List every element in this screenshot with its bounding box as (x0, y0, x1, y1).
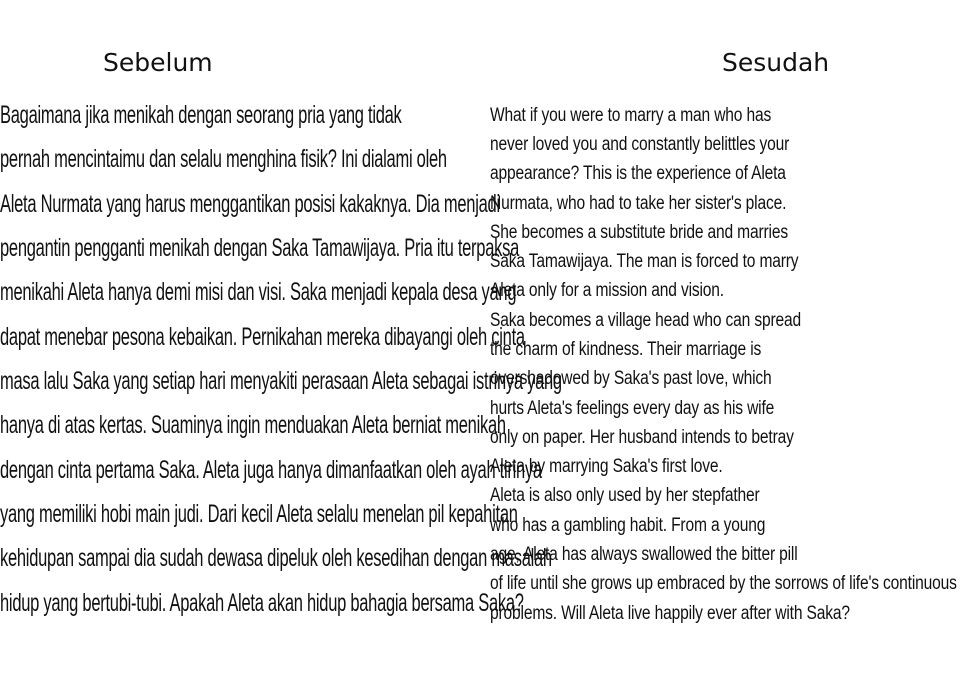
before-text-line: kehidupan sampai dia sudah dewasa dipeluk oleh kesedihan dengan masalah (0, 544, 552, 572)
before-text-line: dengan cinta pertama Saka. Aleta juga hanya dimanfaatkan oleh ayah tirinya (0, 456, 542, 484)
after-text-line: age, Aleta has always swallowed the bitter pill (490, 544, 798, 565)
after-text-line: of life until she grows up embraced by the sorrows of life's continuous (490, 573, 957, 594)
before-text-line: yang memiliki hobi main judi. Dari kecil Aleta selalu menelan pil kepahitan (0, 500, 518, 528)
after-text-line: Aleta is also only used by her stepfather (490, 485, 760, 506)
after-text-line: who has a gambling habit. From a young (490, 515, 766, 536)
after-text-line: hurts Aleta's feelings every day as his wife (490, 398, 775, 419)
before-text-line: Bagaimana jika menikah dengan seorang pria yang tidak (0, 101, 402, 129)
before-text-line: hidup yang bertubi-tubi. Apakah Aleta akan hidup bahagia bersama Saka? (0, 589, 524, 617)
after-text-line: never loved you and constantly belittles your (490, 134, 790, 155)
after-text-line: only on paper. Her husband intends to betray (490, 427, 794, 448)
before-text-line: Aleta Nurmata yang harus menggantikan posisi kakaknya. Dia menjadi (0, 190, 500, 218)
after-text-line: the charm of kindness. Their marriage is (490, 339, 762, 360)
after-text-column (490, 101, 958, 631)
before-text-line: pernah mencintaimu dan selalu menghina fisik? Ini dialami oleh (0, 145, 447, 173)
before-text-line: hanya di atas kertas. Suaminya ingin menduakan Aleta berniat menikah (0, 411, 506, 439)
after-text-line: She becomes a substitute bride and marries (490, 222, 788, 243)
after-text-line: Aleta by marrying Saka's first love. (490, 456, 723, 477)
before-text-column (0, 100, 562, 640)
after-text-line: Saka becomes a village head who can spread (490, 310, 801, 331)
before-text-line: dapat menebar pesona kebaikan. Pernikahan mereka dibayangi oleh cinta (0, 323, 525, 351)
after-text-line: appearance? This is the experience of Aleta (490, 163, 786, 184)
after-text-line: What if you were to marry a man who has (490, 105, 772, 126)
after-heading: Sesudah (722, 48, 830, 77)
before-text-line: masa lalu Saka yang setiap hari menyakiti perasaan Aleta sebagai istrinya yang (0, 367, 562, 395)
after-text-line: Aleta only for a mission and vision. (490, 280, 724, 301)
after-text-line: Saka Tamawijaya. The man is forced to marry (490, 251, 799, 272)
after-text-line: Nurmata, who had to take her sister's place. (490, 193, 787, 214)
after-text-line: problems. Will Aleta live happily ever after with Saka? (490, 603, 850, 624)
after-text-line: overshadowed by Saka's past love, which (490, 368, 772, 389)
before-text-line: pengantin pengganti menikah dengan Saka Tamawijaya. Pria itu terpaksa (0, 234, 520, 262)
before-text-line: menikahi Aleta hanya demi misi dan visi. Saka menjadi kepala desa yang (0, 278, 517, 306)
before-heading: Sebelum (103, 48, 213, 77)
